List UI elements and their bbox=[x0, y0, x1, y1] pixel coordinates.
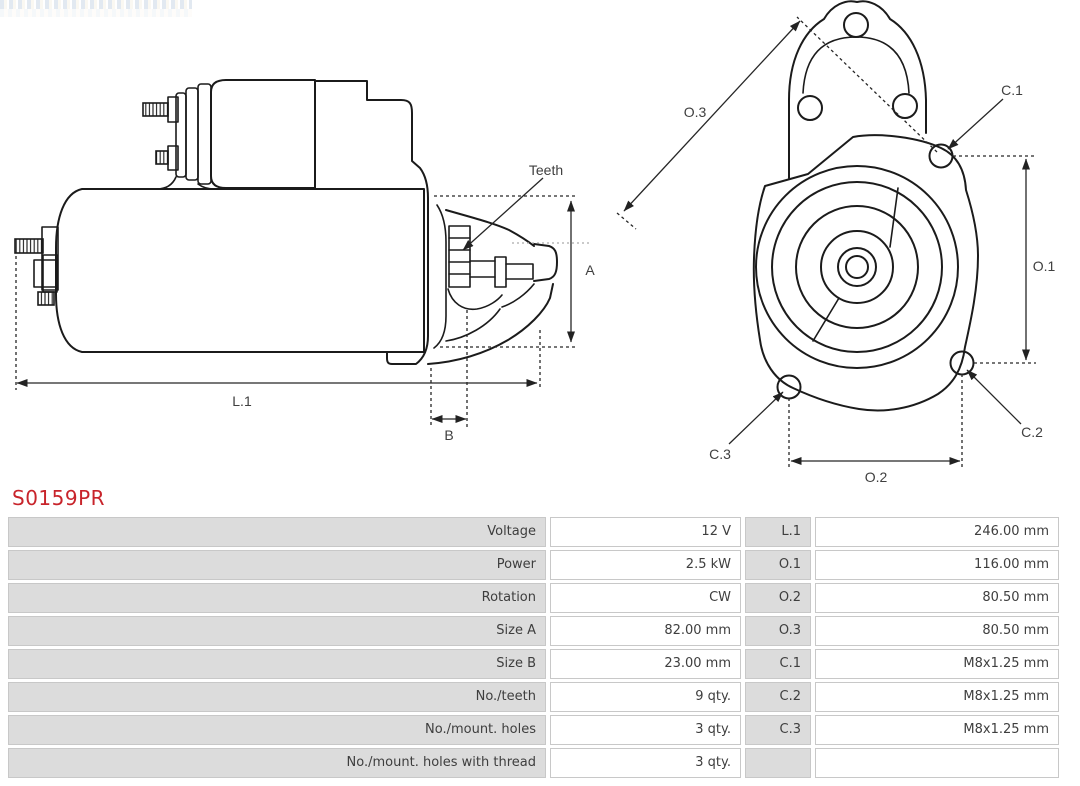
dim-label: O.1 bbox=[745, 550, 811, 580]
body-circle-2 bbox=[772, 182, 942, 352]
nose-lower-face bbox=[502, 284, 534, 307]
spec-label: No./teeth bbox=[8, 682, 546, 712]
dim-label: C.2 bbox=[745, 682, 811, 712]
body-circle-outer bbox=[756, 166, 958, 368]
c3-label: C.3 bbox=[709, 446, 731, 462]
shaft-lines bbox=[470, 261, 533, 279]
dim-value: 246.00 mm bbox=[815, 517, 1059, 547]
dim-label: C.3 bbox=[745, 715, 811, 745]
dim-value: 80.50 mm bbox=[815, 583, 1059, 613]
dim-o3-line bbox=[624, 21, 800, 211]
dim-o3-label: O.3 bbox=[683, 104, 707, 120]
dim-value: M8x1.25 mm bbox=[815, 715, 1059, 745]
spec-value: CW bbox=[550, 583, 741, 613]
dim-value bbox=[815, 748, 1059, 778]
terminal-stud-upper bbox=[143, 103, 168, 116]
spec-label: Size A bbox=[8, 616, 546, 646]
dim-label: L.1 bbox=[745, 517, 811, 547]
part-number: S0159PR bbox=[12, 486, 106, 510]
dim-value: 80.50 mm bbox=[815, 616, 1059, 646]
dim-b-label: B bbox=[444, 427, 454, 443]
dim-label: O.3 bbox=[745, 616, 811, 646]
spoke-lower bbox=[813, 298, 839, 341]
dim-o3-tick bbox=[617, 213, 636, 229]
solenoid-cap-ring2 bbox=[186, 88, 198, 180]
bell-right-hole bbox=[893, 94, 917, 118]
spec-value: 12 V bbox=[550, 517, 741, 547]
c1-leader-line bbox=[948, 99, 1003, 149]
dim-label: O.2 bbox=[745, 583, 811, 613]
bell-top-hole bbox=[844, 13, 868, 37]
c2-leader-line bbox=[967, 370, 1021, 424]
starter-front-view bbox=[617, 1, 1055, 485]
spec-label: Size B bbox=[8, 649, 546, 679]
c3-leader-line bbox=[729, 392, 783, 444]
bell-lip bbox=[434, 205, 446, 348]
pinion-gear bbox=[449, 226, 470, 287]
yoke-housing bbox=[315, 81, 428, 364]
spec-label: Power bbox=[8, 550, 546, 580]
rear-stud2-thread bbox=[38, 292, 54, 305]
rear-stud-thread bbox=[15, 239, 43, 253]
solenoid-cap-ring1 bbox=[198, 84, 211, 184]
nose-top bbox=[446, 210, 534, 246]
spec-label: No./mount. holes bbox=[8, 715, 546, 745]
pinion-teeth-lines bbox=[449, 238, 470, 274]
motor-body bbox=[56, 189, 424, 352]
hub-circle-outer bbox=[838, 248, 876, 286]
nose-tip bbox=[534, 244, 557, 281]
dim-label bbox=[745, 748, 811, 778]
spec-value: 9 qty. bbox=[550, 682, 741, 712]
dim-l1-label: L.1 bbox=[232, 393, 252, 409]
dim-o2-label: O.2 bbox=[864, 469, 888, 485]
nose-inner-pocket bbox=[448, 289, 502, 309]
spec-label: Voltage bbox=[8, 517, 546, 547]
solenoid-body bbox=[211, 80, 315, 188]
dim-value: 116.00 mm bbox=[815, 550, 1059, 580]
body-circle-3 bbox=[796, 206, 918, 328]
c2-label: C.2 bbox=[1021, 424, 1043, 440]
bell-left-hole bbox=[798, 96, 822, 120]
thrust-washer bbox=[495, 257, 506, 287]
hub-circle-inner bbox=[846, 256, 868, 278]
bell-housing bbox=[789, 1, 926, 178]
dim-a-label: A bbox=[585, 262, 595, 278]
terminal-stud-lower bbox=[156, 151, 168, 164]
bell-inner-arc bbox=[803, 37, 909, 93]
teeth-leader-line bbox=[463, 178, 543, 250]
spec-value: 2.5 kW bbox=[550, 550, 741, 580]
spec-value: 82.00 mm bbox=[550, 616, 741, 646]
body-circle-4 bbox=[821, 231, 893, 303]
dim-label: C.1 bbox=[745, 649, 811, 679]
rear-block bbox=[34, 260, 57, 287]
spec-label: No./mount. holes with thread bbox=[8, 748, 546, 778]
dim-value: M8x1.25 mm bbox=[815, 649, 1059, 679]
spec-table bbox=[8, 517, 1059, 778]
spec-value: 3 qty. bbox=[550, 715, 741, 745]
c1-label: C.1 bbox=[1001, 82, 1023, 98]
dim-value: M8x1.25 mm bbox=[815, 682, 1059, 712]
teeth-label: Teeth bbox=[528, 162, 564, 178]
nose-inner-shell bbox=[446, 309, 500, 341]
spec-value: 3 qty. bbox=[550, 748, 741, 778]
starter-side-view bbox=[15, 80, 595, 443]
spec-label: Rotation bbox=[8, 583, 546, 613]
dim-o1-label: O.1 bbox=[1032, 258, 1056, 274]
spec-value: 23.00 mm bbox=[550, 649, 741, 679]
